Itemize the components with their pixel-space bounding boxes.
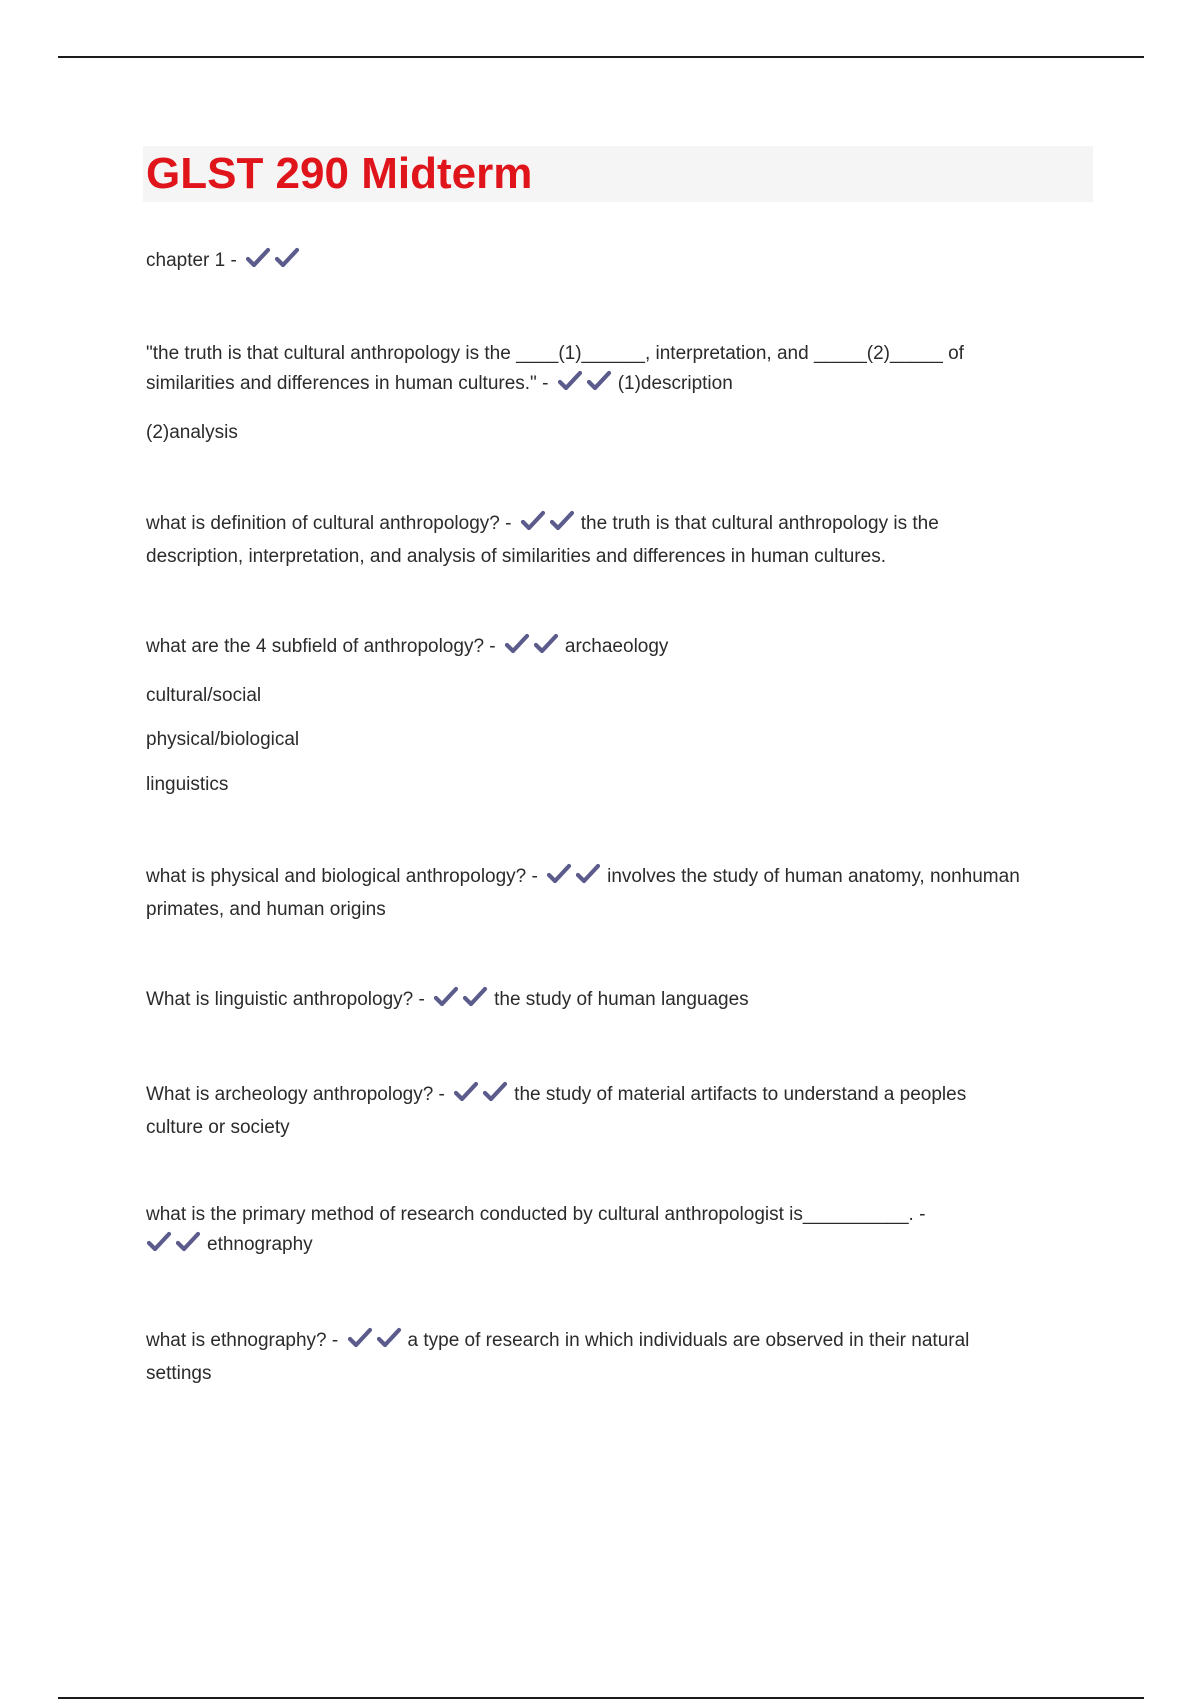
answer-text: ethnography <box>207 1234 313 1255</box>
answer-text: (2)analysis <box>146 422 238 443</box>
check-mark-icon <box>462 986 488 1008</box>
answer-text: culture or society <box>146 1117 290 1138</box>
check-mark-icon <box>376 1327 402 1349</box>
double-check-icon <box>557 370 616 402</box>
check-mark-icon <box>482 1081 508 1103</box>
answer-text: the study of material artifacts to understand a peoples <box>514 1084 967 1105</box>
flashcard-item <box>146 632 1106 800</box>
question-text: What is archeology anthropology? - <box>146 1084 445 1105</box>
check-mark-icon <box>575 863 601 885</box>
question-text: what are the 4 subfield of anthropology? - <box>146 636 496 657</box>
check-mark-icon <box>175 1231 201 1253</box>
answer-text: description, interpretation, and analysis of similarities and differences in human cultures. <box>146 546 886 567</box>
answer-text: involves the study of human anatomy, nonhuman <box>607 866 1020 887</box>
flashcard-item <box>146 509 1106 572</box>
double-check-icon <box>347 1327 406 1359</box>
question-text: similarities and differences in human cultures." - <box>146 373 549 394</box>
question-text: what is ethnography? - <box>146 1330 339 1351</box>
flashcard-item <box>146 985 1106 1018</box>
double-check-icon <box>453 1081 512 1113</box>
double-check-icon <box>520 510 579 542</box>
question-text: what is physical and biological anthropology? - <box>146 866 538 887</box>
double-check-icon <box>245 247 304 279</box>
flashcard-item <box>146 339 1106 448</box>
question-text: what is the primary method of research conducted by cultural anthropologist is__________. - <box>146 1204 926 1225</box>
answer-text: the truth is that cultural anthropology is the <box>580 513 939 534</box>
answer-text: linguistics <box>146 774 229 795</box>
flashcard-item <box>146 246 1106 279</box>
check-mark-icon <box>549 510 575 532</box>
double-check-icon <box>433 986 492 1018</box>
check-mark-icon <box>433 986 459 1008</box>
check-mark-icon <box>504 633 530 655</box>
double-check-icon <box>504 633 563 665</box>
check-mark-icon <box>557 370 583 392</box>
check-mark-icon <box>586 370 612 392</box>
answer-text: settings <box>146 1363 212 1384</box>
answer-text: the study of human languages <box>494 989 749 1010</box>
check-mark-icon <box>146 1231 172 1253</box>
check-mark-icon <box>453 1081 479 1103</box>
answer-text: (1)description <box>617 373 733 394</box>
answer-text: a type of research in which individuals are observed in their natural <box>407 1330 970 1351</box>
answer-text: cultural/social <box>146 685 262 706</box>
flashcard-item <box>146 862 1106 925</box>
top-rule <box>58 56 1144 58</box>
flashcard-item <box>146 1200 1106 1263</box>
flashcard-item <box>146 1326 1106 1389</box>
question-text: What is linguistic anthropology? - <box>146 989 425 1010</box>
answer-text: primates, and human origins <box>146 899 386 920</box>
check-mark-icon <box>533 633 559 655</box>
check-mark-icon <box>245 247 271 269</box>
bottom-rule <box>58 1697 1144 1699</box>
double-check-icon <box>146 1231 205 1263</box>
double-check-icon <box>546 863 605 895</box>
answer-text: physical/biological <box>146 729 300 750</box>
document-title: GLST 290 Midterm <box>146 149 533 198</box>
check-mark-icon <box>520 510 546 532</box>
question-text: "the truth is that cultural anthropology is the ____(1)______, interpretation, and _____(2)_____ of <box>146 343 964 364</box>
question-text: what is definition of cultural anthropology? - <box>146 513 512 534</box>
question-text: chapter 1 - <box>146 250 237 271</box>
flashcard-item <box>146 1080 1106 1143</box>
check-mark-icon <box>546 863 572 885</box>
answer-text: archaeology <box>564 636 669 657</box>
check-mark-icon <box>274 247 300 269</box>
check-mark-icon <box>347 1327 373 1349</box>
